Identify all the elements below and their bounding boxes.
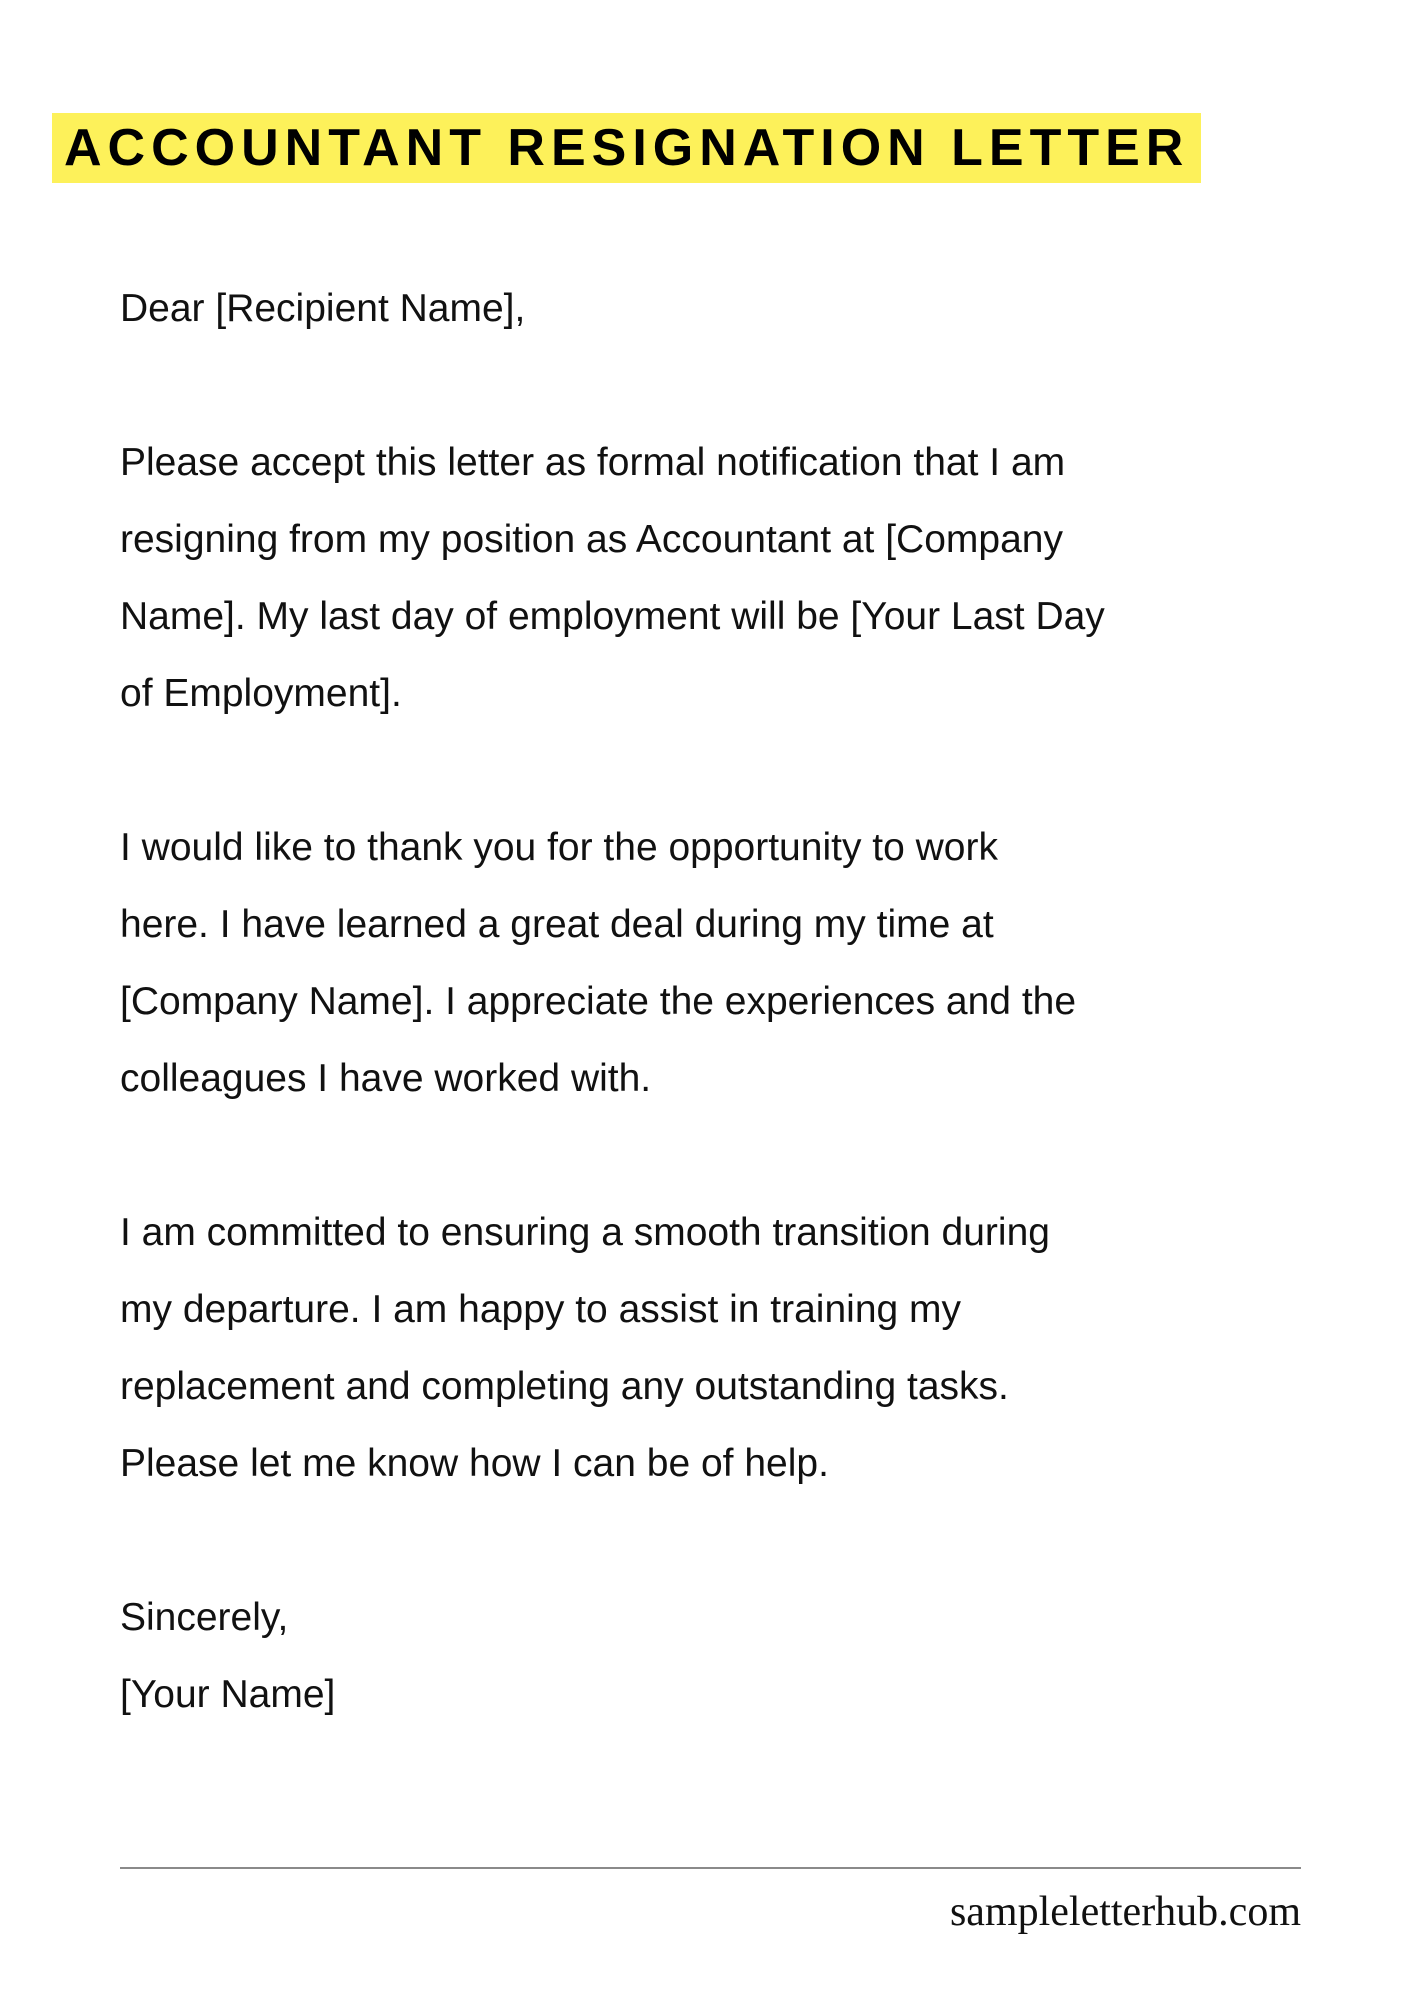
paragraph-gap — [120, 347, 1360, 424]
paragraph-line: my departure. I am happy to assist in training my — [120, 1288, 962, 1331]
paragraph-line: [Company Name]. I appreciate the experiences and the — [120, 980, 1077, 1023]
paragraph-line: colleagues I have worked with. — [120, 1057, 652, 1100]
letter-body — [120, 270, 1360, 1733]
paragraph-1 — [120, 424, 1360, 732]
paragraph-line: resigning from my position as Accountant at [Company — [120, 518, 1063, 561]
closing: Sincerely, — [120, 1596, 289, 1639]
paragraph-line: Name]. My last day of employment will be [Your Last Day — [120, 595, 1105, 638]
paragraph-3 — [120, 1194, 1360, 1502]
paragraph-line: I am committed to ensuring a smooth transition during — [120, 1211, 1050, 1254]
signature: [Your Name] — [120, 1673, 336, 1716]
paragraph-line: here. I have learned a great deal during my time at — [120, 903, 994, 946]
title-highlight — [52, 113, 1201, 183]
footer-divider — [120, 1867, 1301, 1869]
page-title: ACCOUNTANT RESIGNATION LETTER — [64, 119, 1190, 177]
paragraph-line: Please accept this letter as formal notification that I am — [120, 441, 1066, 484]
paragraph-gap — [120, 732, 1360, 809]
salutation: Dear [Recipient Name], — [120, 287, 526, 330]
paragraph-line: I would like to thank you for the opportunity to work — [120, 826, 998, 869]
paragraph-gap — [120, 1117, 1360, 1194]
footer-site-url: sampleletterhub.com — [949, 1889, 1301, 1935]
paragraph-line: Please let me know how I can be of help. — [120, 1442, 829, 1485]
paragraph-line: of Employment]. — [120, 672, 402, 715]
paragraph-line: replacement and completing any outstanding tasks. — [120, 1365, 1009, 1408]
paragraph-gap — [120, 1502, 1360, 1579]
paragraph-2 — [120, 809, 1360, 1117]
